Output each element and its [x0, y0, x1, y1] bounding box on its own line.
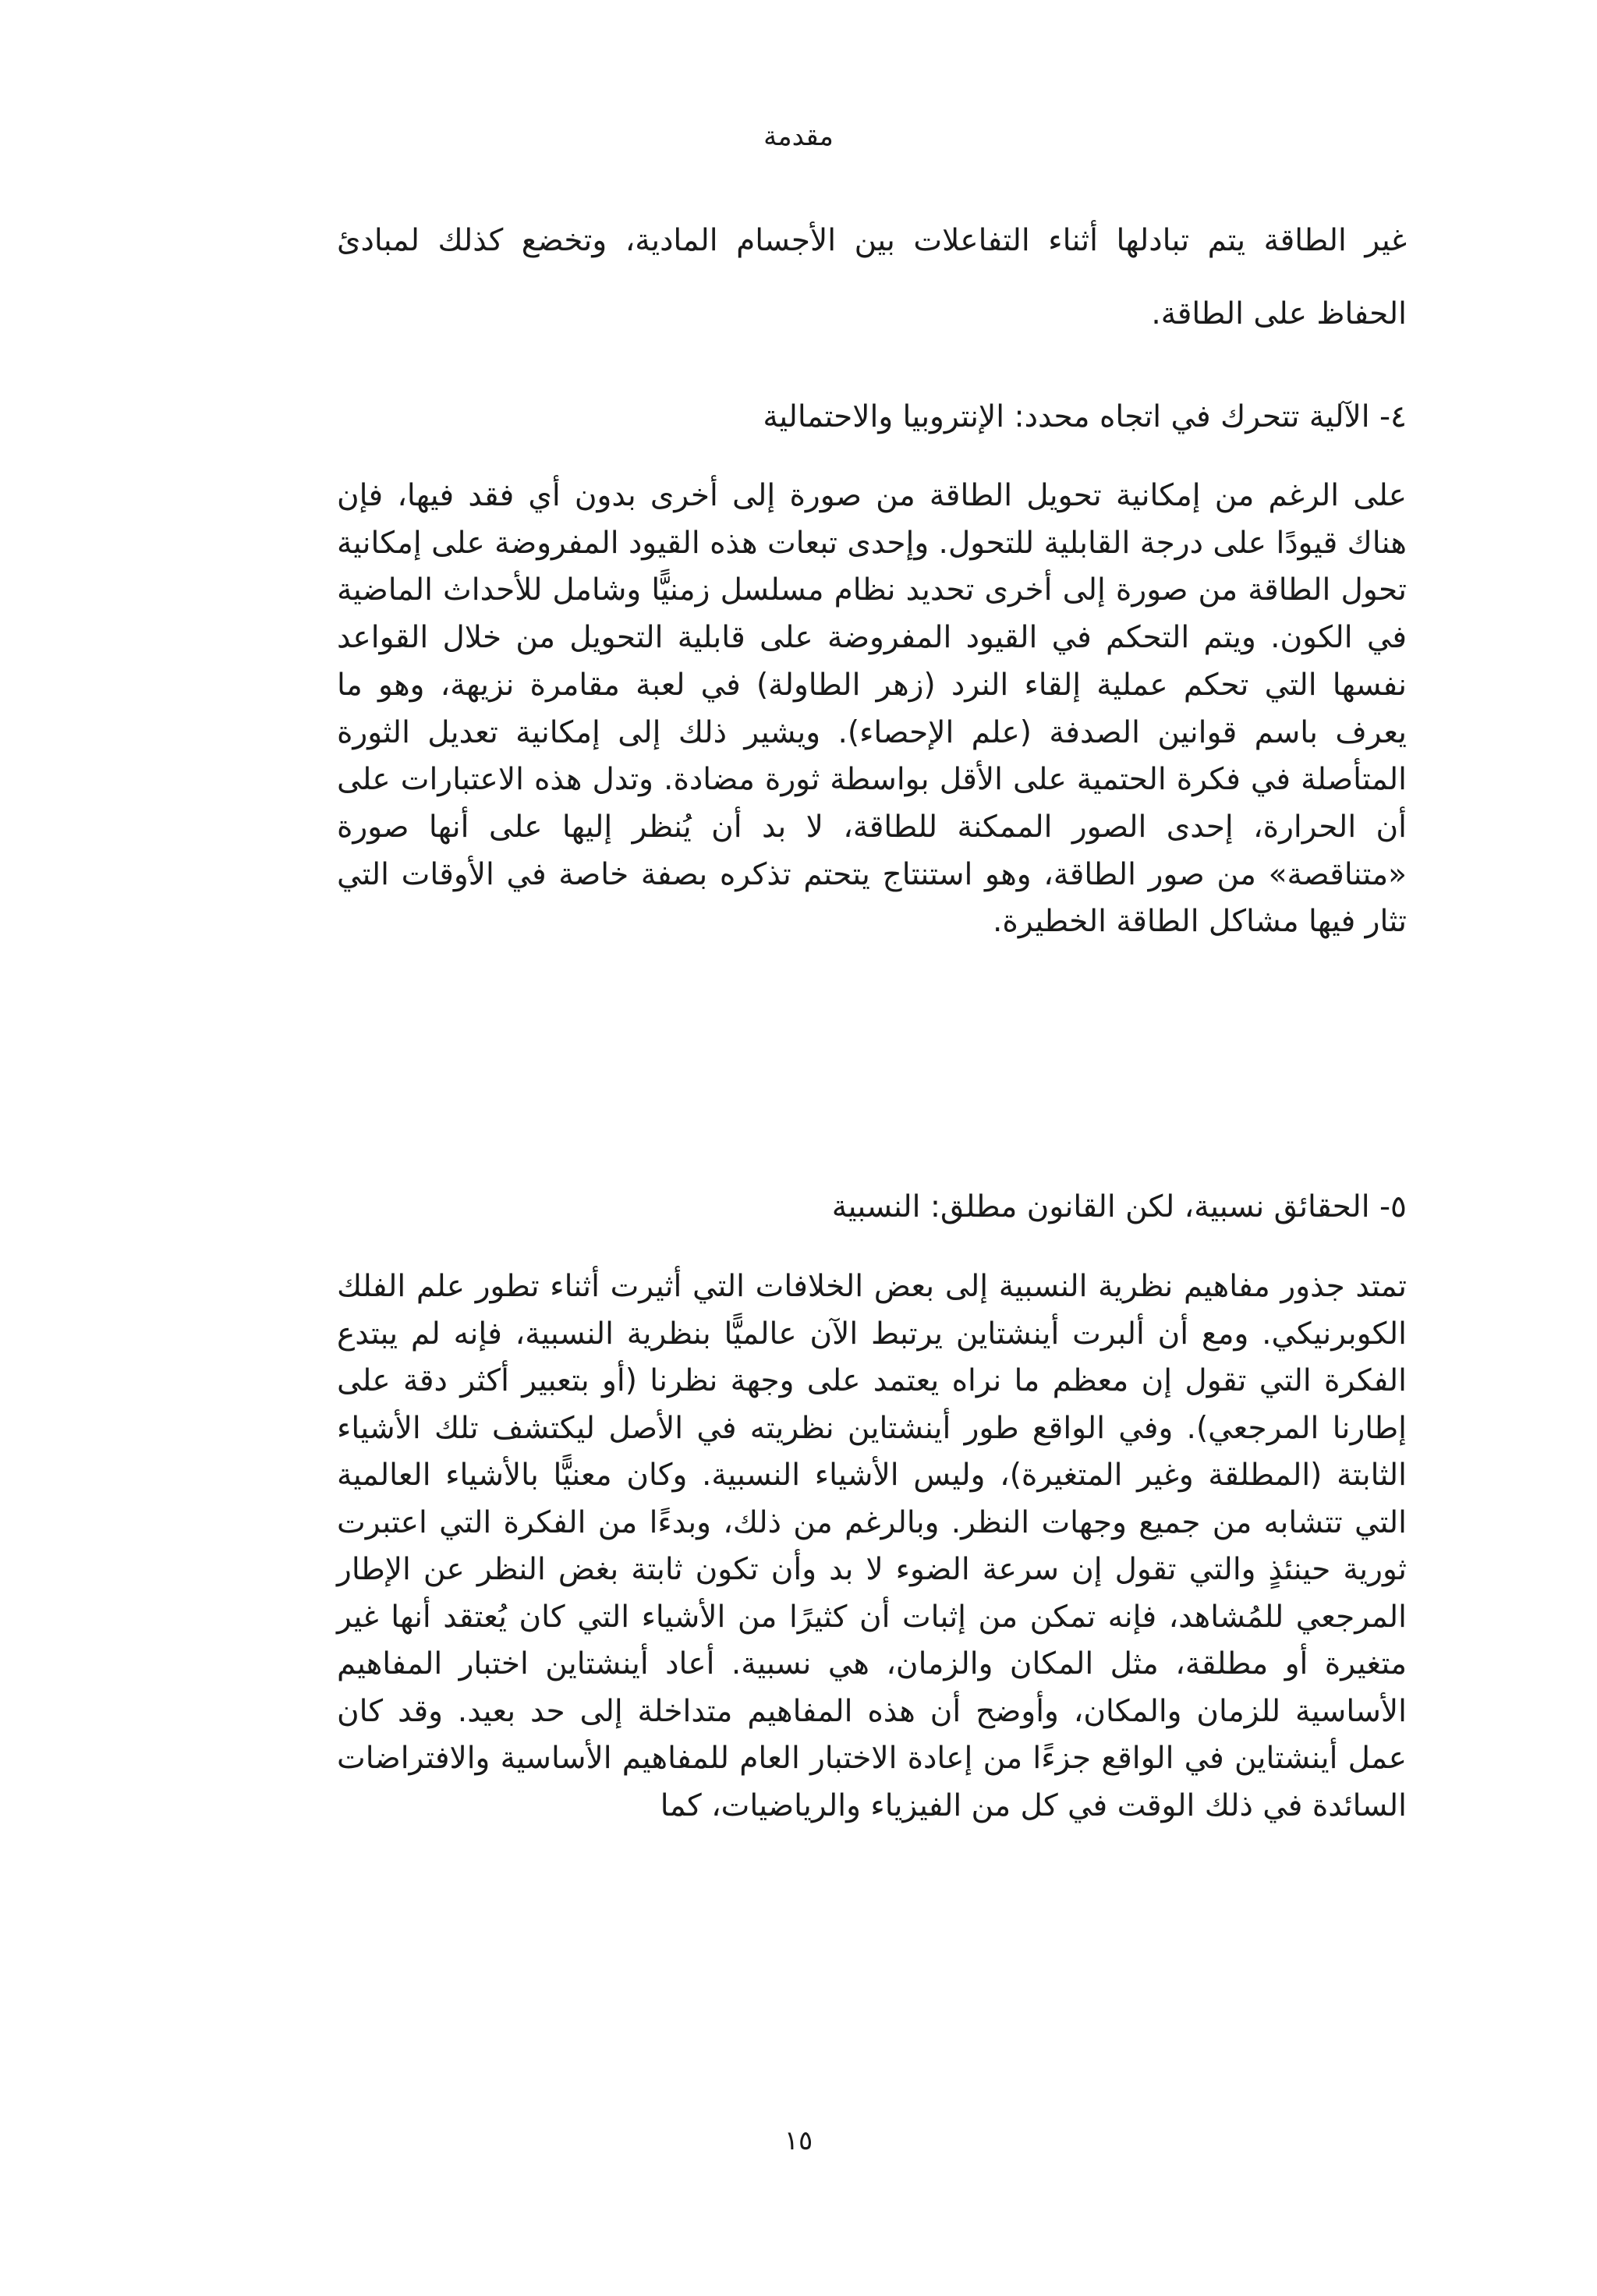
- paragraph-intro: غير الطاقة يتم تبادلها أثناء التفاعلات بين الأجسام المادية، وتخضع كذلك لمبادئ الحفاظ على الطاقة.: [337, 223, 1407, 331]
- page-number: ١٥: [784, 2125, 813, 2156]
- section-5-heading: ٥- الحقائق نسبية، لكن القانون مطلق: النسبية: [831, 1189, 1407, 1224]
- running-header: مقدمة: [763, 121, 834, 152]
- section-5-paragraph: تمتد جذور مفاهيم نظرية النسبية إلى بعض الخلافات التي أثيرت أثناء تطور علم الفلك الكوبرنيكي. ومع أن ألبرت أينشتاين يرتبط الآن عالميًّا بنظرية النسبية، فإنه لم يبتدع الفكرة التي تقول إن معظم ما نراه يعتمد على وجهة نظرنا (أو بتعبير أكثر دقة على إطارنا المرجعي). وفي الواقع طور أينشتاين نظريته في الأصل ليكتشف تلك الأشياء الثابتة (المطلقة وغير المتغيرة)، وليس الأشياء النسبية. وكان معنيًّا بالأشياء العالمية التي تتشابه من جميع وجهات النظر. وبالرغم من ذلك، وبدءًا من الفكرة التي اعتبرت ثورية حينئذٍ والتي تقول إن سرعة الضوء لا بد وأن تكون ثابتة بغض النظر عن الإطار المرجعي للمُشاهد، فإنه تمكن من إثبات أن كثيرًا من الأشياء التي كان يُعتقد أنها غير متغيرة أو مطلقة، مثل المكان والزمان، هي نسبية. أعاد أينشتاين اختبار المفاهيم الأساسية للزمان والمكان، وأوضح أن هذه المفاهيم متداخلة إلى حد بعيد. وقد كان عمل أينشتاين في الواقع جزءًا من إعادة الاختبار العام للمفاهيم الأساسية والافتراضات السائدة في ذلك الوقت في كل من الفيزياء والرياضيات، كما: [337, 1269, 1407, 1823]
- section-4-heading: ٤- الآلية تتحرك في اتجاه محدد: الإنتروبيا والاحتمالية: [763, 399, 1407, 434]
- section-4-paragraph: على الرغم من إمكانية تحويل الطاقة من صورة إلى أخرى بدون أي فقد فيها، فإن هناك قيودًا على درجة القابلية للتحول. وإحدى تبعات هذه القيود المفروضة على إمكانية تحول الطاقة من صورة إلى أخرى تحديد نظام مسلسل زمنيًّا وشامل للأحداث الماضية في الكون. ويتم التحكم في القيود المفروضة على قابلية التحويل من خلال القواعد نفسها التي تحكم عملية إلقاء النرد (زهر الطاولة) في لعبة مقامرة نزيهة، وهو ما يعرف باسم قوانين الصدفة (علم الإحصاء). ويشير ذلك إلى إمكانية تعديل الثورة المتأصلة في فكرة الحتمية على الأقل بواسطة ثورة مضادة. وتدل هذه الاعتبارات على أن الحرارة، إحدى الصور الممكنة للطاقة، لا بد أن يُنظر إليها على أنها صورة «متناقصة» من صور الطاقة، وهو استنتاج يتحتم تذكره بصفة خاصة في الأوقات التي تثار فيها مشاكل الطاقة الخطيرة.: [337, 478, 1407, 940]
